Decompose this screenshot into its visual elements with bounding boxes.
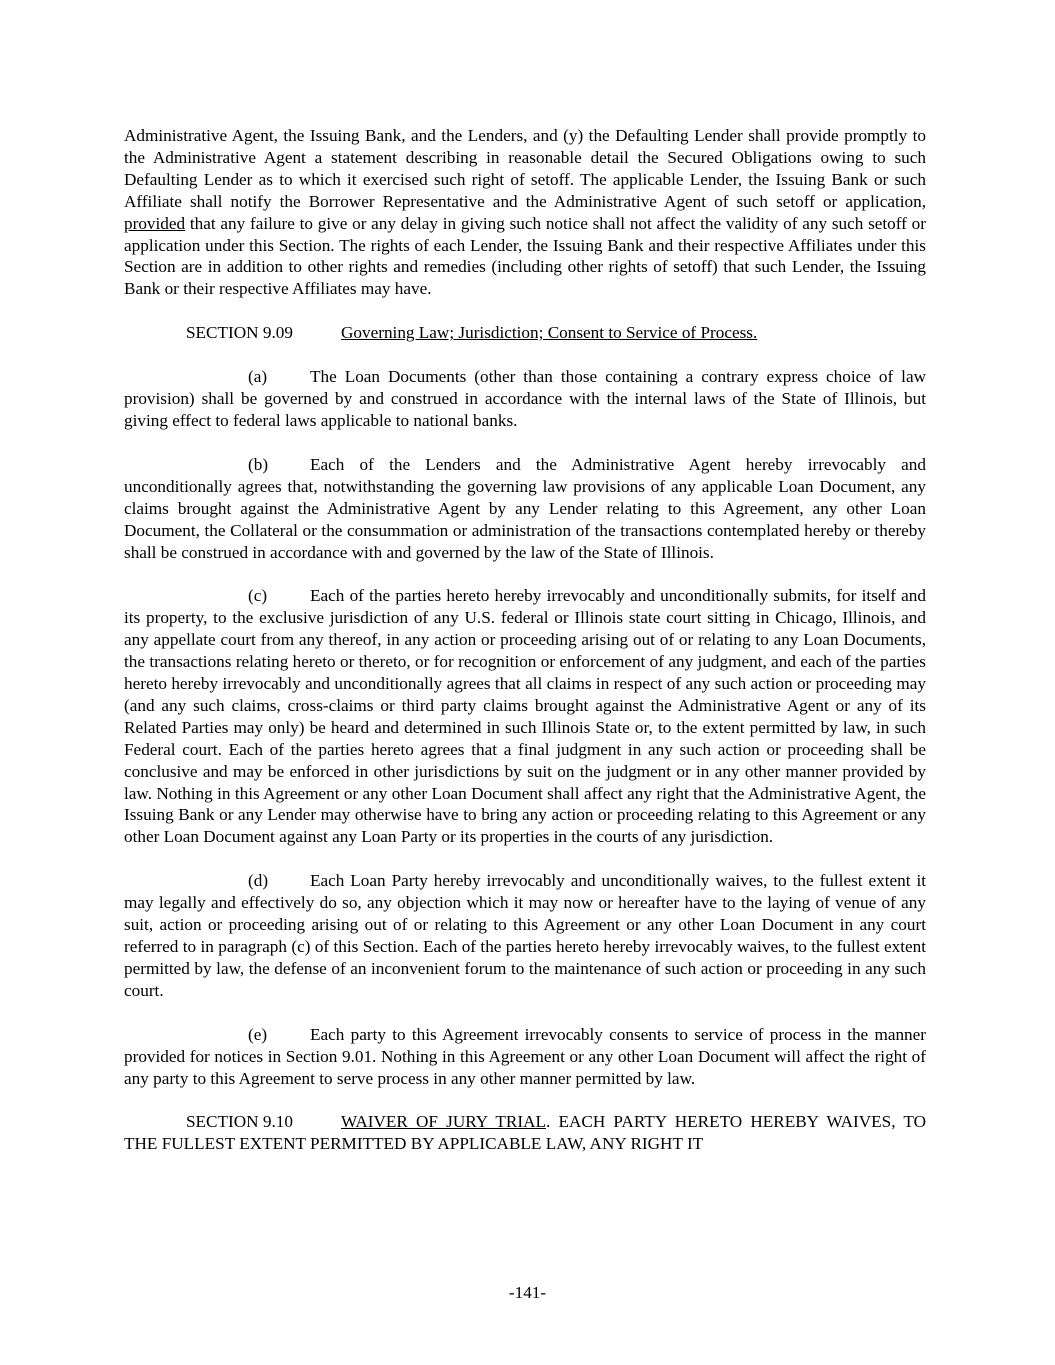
paragraph-d bbox=[124, 870, 926, 1001]
document-page bbox=[124, 125, 926, 1155]
intro-text-after: that any failure to give or any delay in giving such notice shall not affect the validity of any such setoff or application under this Section. The rights of each Lender, the Issuing Bank and their respective Affiliates under this Section are in addition to other rights and remedies (including other rights of setoff) that such Lender, the Issuing Bank or their respective Affiliates may have. bbox=[124, 213, 926, 299]
paragraph-label: (b) bbox=[248, 454, 269, 474]
intro-paragraph bbox=[124, 125, 926, 300]
paragraph-text: The Loan Documents (other than those containing a contrary express choice of law provision) shall be governed by and construed in accordance with the internal laws of the State of Illinois, but giving effect to federal laws applicable to national banks. bbox=[124, 367, 926, 430]
section-title: WAIVER OF JURY TRIAL bbox=[341, 1112, 546, 1132]
paragraph-text: Each of the Lenders and the Administrative Agent hereby irrevocably and unconditionally agrees that, notwithstanding the governing law provisions of any applicable Loan Document, any claims brought against the Administrative Agent by any Lender relating to this Agreement, any other Loan Document, the Collateral or the consummation or administration of the transactions contemplated hereby or thereby shall be construed in accordance with and governed by the law of the State of Illinois. bbox=[124, 454, 926, 562]
paragraph-label: (c) bbox=[248, 586, 268, 606]
section-number: SECTION 9.09 bbox=[186, 323, 293, 343]
paragraph-text: Each Loan Party hereby irrevocably and unconditionally waives, to the fullest extent it may legally and effectively do so, any objection which it may now or hereafter have to the laying of venue of any suit, action or proceeding arising out of or relating to this Agreement or any other Loan Document in any court referred to in paragraph (c) of this Section. Each of the parties hereto hereby irrevocably waives, to the fullest extent permitted by law, the defense of an inconvenient forum to the maintenance of such action or proceeding in any such court. bbox=[124, 871, 926, 1000]
paragraph-label: (d) bbox=[248, 871, 269, 891]
paragraph-a bbox=[124, 366, 926, 432]
section-number: SECTION 9.10 bbox=[186, 1112, 293, 1132]
intro-text-before: Administrative Agent, the Issuing Bank, and the Lenders, and (y) the Defaulting Lender shall provide promptly to the Administrative Agent a statement describing in reasonable detail the Secured Obligations owing to such Defaulting Lender as to which it exercised such right of setoff. The applicable Lender, the Issuing Bank or such Affiliate shall notify the Borrower Representative and the Administrative Agent of such setoff or application, bbox=[124, 126, 926, 211]
paragraph-b bbox=[124, 454, 926, 564]
paragraph-label: (a) bbox=[248, 367, 268, 387]
paragraph-label: (e) bbox=[248, 1024, 268, 1044]
paragraph-text: Each party to this Agreement irrevocably consents to service of process in the manner provided for notices in Section 9.01. Nothing in this Agreement or any other Loan Document will affect the right of any party to this Agreement to serve process in any other manner permitted by law. bbox=[124, 1024, 926, 1088]
page-number: -141- bbox=[508, 1283, 547, 1302]
section-title: Governing Law; Jurisdiction; Consent to Service of Process. bbox=[341, 323, 758, 343]
paragraph-e bbox=[124, 1024, 926, 1090]
section-text: . EACH PARTY HERETO HEREBY WAIVES, TO THE FULLEST EXTENT PERMITTED BY APPLICABLE LAW, ANY RIGHT IT bbox=[124, 1112, 926, 1154]
section-9-10-paragraph bbox=[124, 1111, 926, 1155]
section-9-09-heading bbox=[124, 322, 926, 344]
provided-term: provided bbox=[124, 213, 186, 233]
paragraph-c bbox=[124, 585, 926, 848]
paragraph-text: Each of the parties hereto hereby irrevocably and unconditionally submits, for itself and its property, to the exclusive jurisdiction of any U.S. federal or Illinois state court sitting in Chicago, Illinois, and any appellate court from any thereof, in any action or proceeding arising out of or relating to any Loan Documents, the transactions relating hereto or thereto, or for recognition or enforcement of any judgment, and each of the parties hereto hereby irrevocably and unconditionally agrees that all claims in respect of any such action or proceeding may (and any such claims, cross-claims or third party claims brought against the Administrative Agent or any of its Related Parties may only) be heard and determined in such Illinois State or, to the extent permitted by law, in such Federal court. Each of the parties hereto agrees that a final judgment in any such action or proceeding shall be conclusive and may be enforced in other jurisdictions by suit on the judgment or in any other manner provided by law. Nothing in this Agreement or any other Loan Document shall affect any right that the Administrative Agent, the Issuing Bank or any Lender may otherwise have to bring any action or proceeding relating to this Agreement or any other Loan Document against any Loan Party or its properties in the courts of any jurisdiction. bbox=[124, 586, 926, 847]
